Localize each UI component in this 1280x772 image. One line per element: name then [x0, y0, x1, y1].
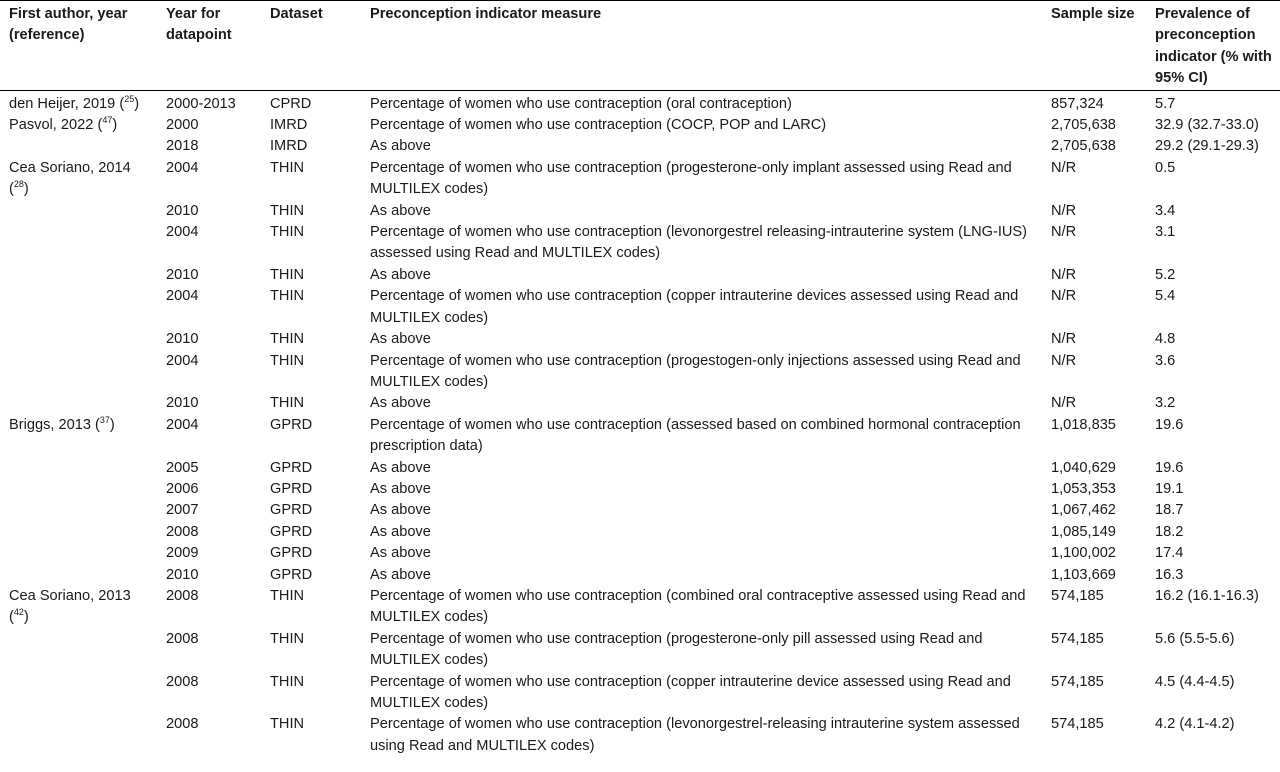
author-name: Briggs, 2013 — [9, 416, 91, 433]
measure-cell: Percentage of women who use contraception (levonorgestrel releasing-intrauterine system (LNG-IUS) assessed using Read and MULTILEX codes) — [370, 224, 1028, 262]
table-row — [0, 136, 1280, 157]
measure-cell: As above — [370, 523, 431, 540]
year-cell: 2004 — [166, 159, 199, 176]
prevalence-cell: 18.2 — [1155, 523, 1184, 540]
prevalence-cell: 19.6 — [1155, 416, 1184, 433]
dataset-cell: THIN — [270, 587, 305, 604]
year-cell: 2010 — [166, 331, 199, 348]
year-cell: 2018 — [166, 138, 199, 155]
header-dataset: Dataset — [270, 6, 323, 22]
dataset-cell: THIN — [270, 352, 305, 369]
author-cell — [0, 458, 157, 479]
table-row — [0, 543, 1280, 564]
prevalence-cell: 18.7 — [1155, 502, 1184, 519]
year-cell: 2008 — [166, 630, 199, 647]
author-name: Cea Soriano, 2013 — [9, 587, 131, 604]
measure-cell: Percentage of women who use contraception (levonorgestrel-releasing intrauterine system assessed using Read and MULTILEX codes) — [370, 716, 1020, 754]
author-cell — [0, 136, 157, 157]
author-cell: den Heijer, 2019 ($^{25}$) — [9, 93, 140, 112]
prevalence-cell: 5.2 — [1155, 266, 1176, 283]
measure-cell: Percentage of women who use contraception (combined oral contraceptive assessed using Read and MULTILEX codes) — [370, 587, 1026, 626]
author-cell — [0, 714, 157, 757]
prevalence-cell: 5.4 — [1155, 288, 1176, 305]
author-cell — [0, 479, 157, 500]
author-cell — [0, 222, 157, 265]
author-cell — [0, 201, 157, 222]
dataset-cell: THIN — [270, 673, 305, 690]
author-name: Cea Soriano, 2014 — [9, 159, 131, 176]
prevalence-cell: 32.9 (32.7-33.0) — [1155, 117, 1259, 134]
author-cell — [0, 522, 157, 543]
year-cell: 2000 — [166, 117, 199, 134]
measure-cell: As above — [370, 459, 431, 476]
measure-cell: Percentage of women who use contraception (COCP, POP and LARC) — [370, 117, 827, 134]
table-row — [0, 222, 1280, 265]
author-name: Pasvol, 2022 — [9, 117, 94, 134]
measure-cell: As above — [370, 202, 431, 219]
sample-size-cell: 2,705,638 — [1051, 117, 1116, 134]
year-cell: 2004 — [166, 288, 199, 305]
prevalence-cell: 0.5 — [1155, 159, 1176, 176]
dataset-cell: THIN — [270, 630, 305, 647]
table-row — [0, 565, 1280, 586]
author-cell: Briggs, 2013 ($^{37}$) — [9, 414, 115, 433]
measure-cell: Percentage of women who use contraception (progesterone-only implant assessed using Read and MULTILEX codes) — [370, 159, 1012, 198]
dataset-cell: GPRD — [270, 480, 313, 497]
header-sample-size: Sample size — [1051, 6, 1135, 22]
table-row — [0, 90, 1280, 115]
sample-size-cell: 1,018,835 — [1051, 416, 1116, 433]
table-row — [0, 629, 1280, 672]
measure-cell: As above — [370, 395, 431, 412]
sample-size-cell: 574,185 — [1051, 673, 1104, 690]
sample-size-cell: 574,185 — [1051, 587, 1104, 604]
prevalence-cell: 16.3 — [1155, 566, 1184, 583]
year-cell: 2010 — [166, 395, 199, 412]
measure-cell: Percentage of women who use contraception (progestogen-only injections assessed using Read and MULTILEX codes) — [370, 352, 1021, 390]
author-name: den Heijer, 2019 — [9, 95, 116, 112]
dataset-cell: THIN — [270, 202, 305, 219]
measure-cell: As above — [370, 566, 431, 583]
author-cell — [0, 543, 157, 564]
year-cell: 2009 — [166, 545, 199, 562]
sample-size-cell: 1,100,002 — [1051, 545, 1116, 562]
table-row — [0, 415, 1280, 458]
reference-number: 47 — [102, 115, 113, 126]
header-prevalence: Prevalence of preconception indicator (% with 95% CI) — [1155, 6, 1272, 87]
measure-cell: As above — [370, 331, 431, 348]
year-cell: 2008 — [166, 523, 199, 540]
year-cell: 2000-2013 — [166, 95, 236, 112]
dataset-cell: THIN — [270, 266, 305, 283]
table-row — [0, 393, 1280, 414]
sample-size-cell: N/R — [1051, 395, 1077, 412]
year-cell: 2004 — [166, 416, 199, 433]
sample-size-cell: N/R — [1051, 288, 1077, 305]
measure-cell: Percentage of women who use contraception (copper intrauterine devices assessed using Read and MULTILEX codes) — [370, 288, 1019, 326]
prevalence-cell: 5.7 — [1155, 95, 1176, 112]
dataset-cell: CPRD — [270, 95, 312, 112]
table-row — [0, 500, 1280, 521]
author-cell — [0, 393, 157, 414]
author-cell — [0, 629, 157, 672]
year-cell: 2010 — [166, 266, 199, 283]
dataset-cell: THIN — [270, 395, 305, 412]
measure-cell: As above — [370, 266, 431, 283]
table-row — [0, 351, 1280, 394]
author-cell: Cea Soriano, 2014 ($^{28}$) — [9, 159, 131, 198]
dataset-cell: GPRD — [270, 566, 313, 583]
table-row — [0, 714, 1280, 757]
sample-size-cell: N/R — [1051, 266, 1077, 283]
author-cell — [0, 351, 157, 394]
prevalence-cell: 4.2 (4.1-4.2) — [1155, 716, 1235, 733]
table-row — [0, 329, 1280, 350]
prevalence-cell: 19.6 — [1155, 459, 1184, 476]
sample-size-cell: 574,185 — [1051, 716, 1104, 733]
sample-size-cell: 574,185 — [1051, 630, 1104, 647]
measure-cell: Percentage of women who use contraception (oral contraception) — [370, 95, 792, 112]
author-cell — [0, 265, 157, 286]
sample-size-cell: 857,324 — [1051, 95, 1104, 112]
table-row — [0, 286, 1280, 329]
year-cell: 2008 — [166, 587, 199, 604]
table-row — [0, 586, 1280, 629]
reference-number: 42 — [13, 607, 24, 618]
prevalence-cell: 5.6 (5.5-5.6) — [1155, 630, 1235, 647]
header-author: First author, year (reference) — [9, 6, 128, 44]
measure-cell: Percentage of women who use contraception (progesterone-only pill assessed using Read and MULTILEX codes) — [370, 630, 983, 669]
table-row — [0, 265, 1280, 286]
prevalence-cell: 3.4 — [1155, 202, 1176, 219]
sample-size-cell: 2,705,638 — [1051, 138, 1116, 155]
sample-size-cell: N/R — [1051, 352, 1077, 369]
year-cell: 2006 — [166, 480, 199, 497]
prevalence-cell: 19.1 — [1155, 480, 1184, 497]
author-cell — [0, 329, 157, 350]
measure-cell: As above — [370, 480, 431, 497]
dataset-cell: THIN — [270, 224, 305, 241]
sample-size-cell: N/R — [1051, 202, 1077, 219]
table-body — [0, 90, 1280, 757]
table-row — [0, 115, 1280, 136]
year-cell: 2004 — [166, 352, 199, 369]
prevalence-cell: 4.5 (4.4-4.5) — [1155, 673, 1235, 690]
prevalence-cell: 29.2 (29.1-29.3) — [1155, 138, 1259, 155]
author-cell — [0, 672, 157, 715]
measure-cell: As above — [370, 138, 431, 155]
header-year: Year for datapoint — [166, 6, 232, 44]
reference-number: 37 — [99, 414, 110, 425]
year-cell: 2008 — [166, 716, 199, 733]
sample-size-cell: 1,085,149 — [1051, 523, 1116, 540]
dataset-cell: GPRD — [270, 459, 313, 476]
dataset-cell: GPRD — [270, 545, 313, 562]
dataset-cell: IMRD — [270, 117, 308, 134]
dataset-cell: IMRD — [270, 138, 308, 155]
dataset-cell: THIN — [270, 716, 305, 733]
sample-size-cell: 1,053,353 — [1051, 480, 1116, 497]
prevalence-cell: 4.8 — [1155, 331, 1176, 348]
year-cell: 2010 — [166, 202, 199, 219]
table-row — [0, 672, 1280, 715]
header-row — [0, 1, 1280, 91]
sample-size-cell: N/R — [1051, 224, 1077, 241]
prevalence-cell: 3.1 — [1155, 224, 1176, 241]
sample-size-cell: N/R — [1051, 159, 1077, 176]
dataset-cell: THIN — [270, 331, 305, 348]
year-cell: 2008 — [166, 673, 199, 690]
sample-size-cell: N/R — [1051, 331, 1077, 348]
reference-number: 25 — [124, 93, 135, 104]
year-cell: 2010 — [166, 566, 199, 583]
sample-size-cell: 1,040,629 — [1051, 459, 1116, 476]
table-row — [0, 458, 1280, 479]
dataset-cell: GPRD — [270, 416, 313, 433]
table-row — [0, 479, 1280, 500]
author-cell: Pasvol, 2022 ($^{47}$) — [9, 115, 118, 134]
author-cell — [0, 286, 157, 329]
year-cell: 2004 — [166, 224, 199, 241]
year-cell: 2005 — [166, 459, 199, 476]
prevalence-cell: 17.4 — [1155, 545, 1184, 562]
table-header — [0, 1, 1280, 91]
author-cell: Cea Soriano, 2013 ($^{42}$) — [9, 587, 131, 626]
measure-cell: As above — [370, 502, 431, 519]
dataset-cell: GPRD — [270, 523, 313, 540]
table-row — [0, 201, 1280, 222]
header-measure: Preconception indicator measure — [370, 6, 602, 22]
dataset-cell: GPRD — [270, 502, 313, 519]
prevalence-cell: 16.2 (16.1-16.3) — [1155, 587, 1259, 604]
reference-number: 28 — [13, 179, 24, 190]
table-row — [0, 522, 1280, 543]
year-cell: 2007 — [166, 502, 199, 519]
dataset-cell: THIN — [270, 288, 305, 305]
measure-cell: Percentage of women who use contraception (assessed based on combined hormonal contraception prescription data) — [370, 416, 1021, 455]
prevalence-cell: 3.6 — [1155, 352, 1176, 369]
author-cell — [0, 500, 157, 521]
prevalence-cell: 3.2 — [1155, 395, 1176, 412]
dataset-cell: THIN — [270, 159, 305, 176]
sample-size-cell: 1,103,669 — [1051, 566, 1116, 583]
measure-cell: As above — [370, 545, 431, 562]
table-row — [0, 158, 1280, 201]
author-cell — [0, 565, 157, 586]
sample-size-cell: 1,067,462 — [1051, 502, 1116, 519]
measure-cell: Percentage of women who use contraception (copper intrauterine device assessed using Read and MULTILEX codes) — [370, 673, 1011, 711]
